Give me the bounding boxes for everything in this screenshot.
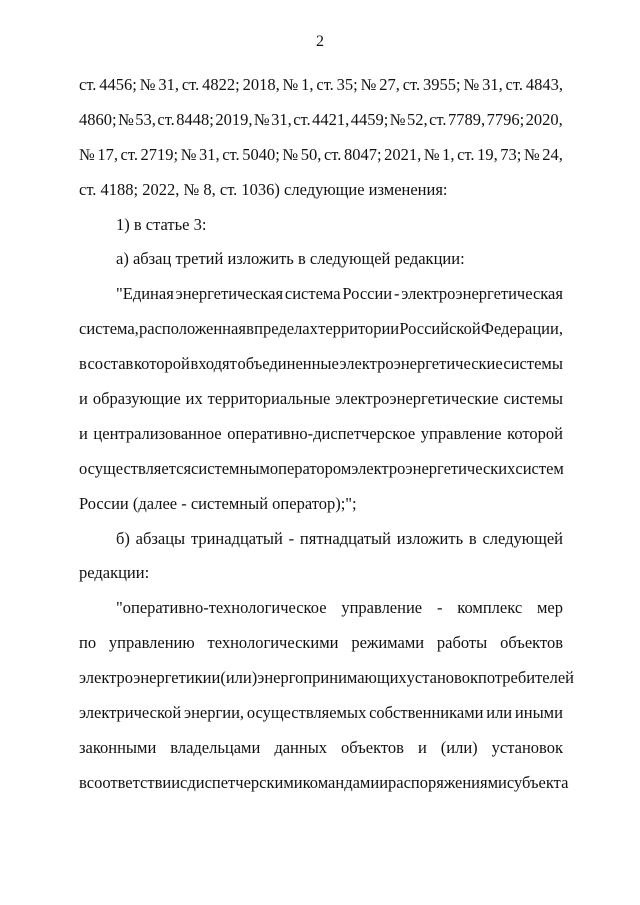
text-line: и централизованное оперативно-диспетчерское управление которой bbox=[79, 423, 563, 443]
document-body bbox=[79, 68, 575, 801]
text-line: России (далее - системный оператор);"; bbox=[79, 493, 357, 513]
text-line: б) абзацы тринадцатый - пятнадцатый изложить в следующей bbox=[116, 528, 563, 548]
text-line: № 17, ст. 2719; № 31, ст. 5040; № 50, ст. 8047; 2021, № 1, ст. 19, 73; № 24, bbox=[79, 144, 563, 164]
text-line: 4860; № 53, ст. 8448; 2019, № 31, ст. 4421, 4459; № 52, ст. 7789, 7796; 2020, bbox=[79, 109, 563, 129]
text-line: в соответствии с диспетчерскими командами и распоряжениями субъекта bbox=[79, 772, 569, 792]
text-line: осуществляется системным оператором электроэнергетических систем bbox=[79, 458, 564, 478]
text-line: ст. 4456; № 31, ст. 4822; 2018, № 1, ст. 35; № 27, ст. 3955; № 31, ст. 4843, bbox=[79, 75, 563, 94]
text-line: 1) в статье 3: bbox=[116, 214, 207, 234]
text-line: "оперативно-технологическое управление - комплекс мер bbox=[116, 598, 563, 618]
text-line: система, расположенная в пределах территории Российской Федерации, bbox=[79, 319, 563, 339]
text-line: по управлению технологическими режимами работы объектов bbox=[79, 633, 563, 653]
text-line: законными владельцами данных объектов и (или) установок bbox=[79, 737, 563, 757]
text-line: электроэнергетики и (или) энергопринимающих установок потребителей bbox=[79, 668, 575, 688]
page-number: 2 bbox=[316, 33, 324, 50]
text-line: а) абзац третий изложить в следующей редакции: bbox=[116, 249, 465, 269]
text-line: в состав которой входят объединенные электроэнергетические системы bbox=[79, 354, 563, 374]
text-line: редакции: bbox=[79, 563, 150, 583]
text-line: ст. 4188; 2022, № 8, ст. 1036) следующие изменения: bbox=[79, 179, 448, 199]
text-line: "Единая энергетическая система России - электроэнергетическая bbox=[116, 284, 563, 304]
text-line: и образующие их территориальные электроэнергетические системы bbox=[79, 389, 563, 409]
text-line: электрической энергии, осуществляемых собственниками или иными bbox=[79, 703, 563, 723]
